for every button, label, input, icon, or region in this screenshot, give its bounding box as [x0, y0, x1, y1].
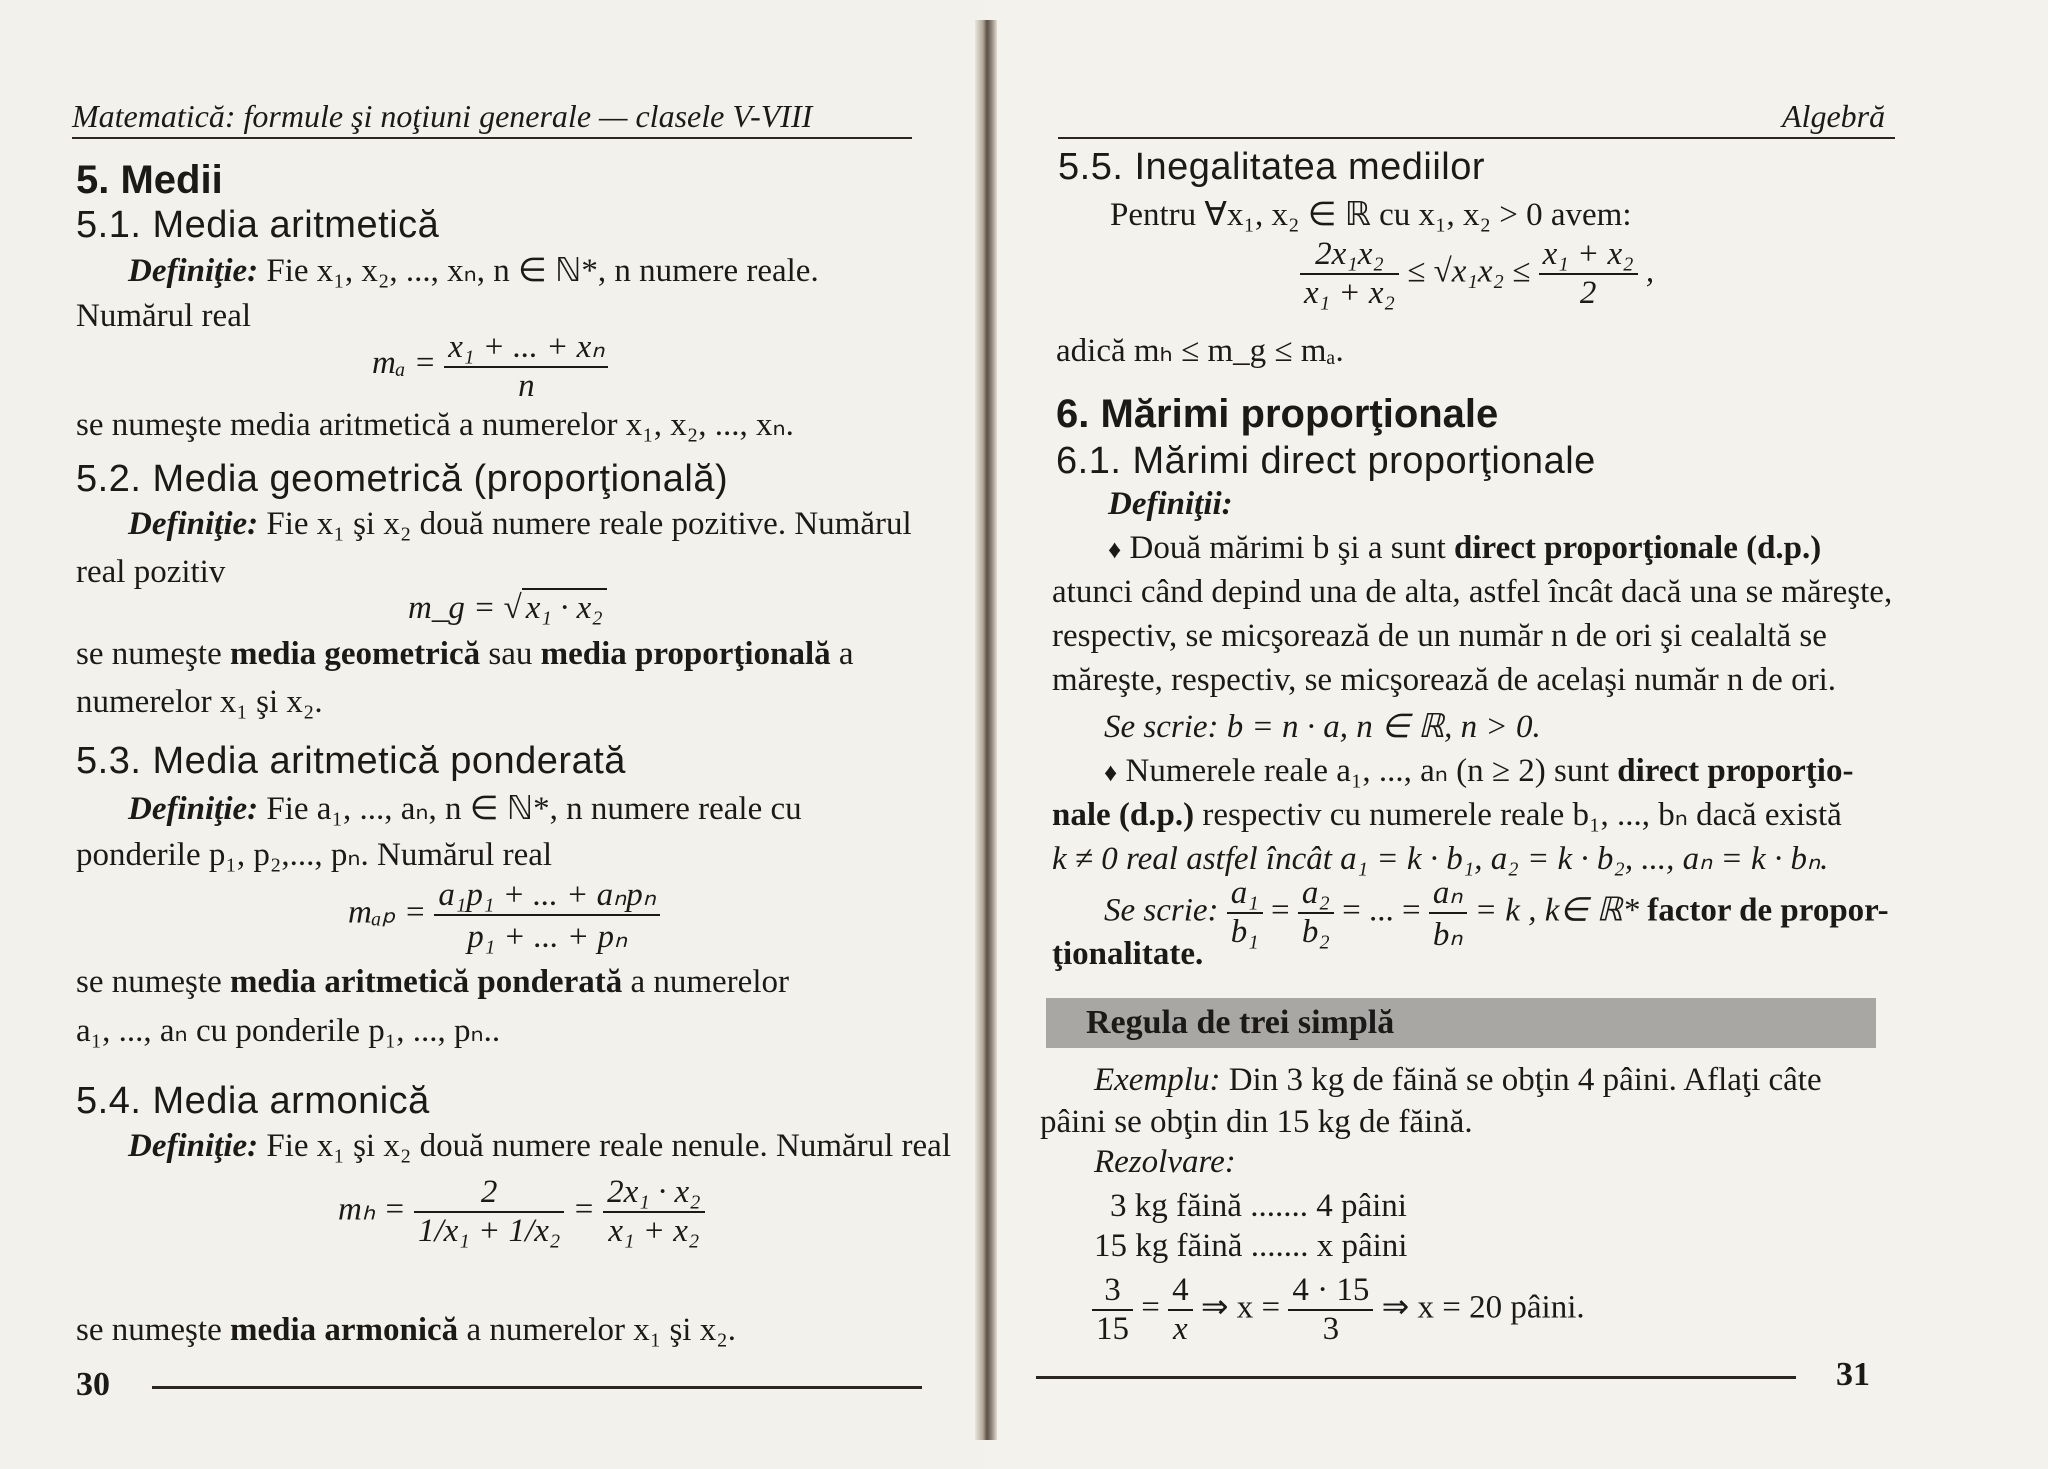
means-inequality-formula [1300, 236, 1654, 312]
text: a [830, 636, 854, 672]
se-scrie-label: Se scrie: [1104, 892, 1219, 929]
term: 1/x₁ [417, 1213, 470, 1249]
term-direct-proportional: direct proporţionale (d.p.) [1454, 530, 1822, 566]
s61-p1-line5: Se scrie: b = n · a, n ∈ ℝ, n > 0. [1104, 709, 1541, 745]
text: a numerelor x₁ şi x₂. [458, 1312, 736, 1348]
arithmetic-mean-formula [372, 326, 608, 405]
right-running-header: Algebră [1782, 98, 1886, 134]
denominator: 3 [1322, 1311, 1340, 1347]
text: se numeşte [76, 636, 230, 672]
text: se numeşte [76, 964, 230, 1000]
s52-line2: real pozitiv [76, 554, 226, 590]
term: 1/x₂ [508, 1213, 561, 1249]
s53-line1 [128, 788, 802, 828]
k-definition: = k , k∈ ℝ* [1474, 892, 1648, 929]
radicand: x₁ · x₂ [522, 588, 607, 626]
s51-line1 [128, 250, 819, 290]
s52-def-label: Definiţie: [128, 506, 259, 542]
section-5-5-title: 5.5. Inegalitatea mediilor [1058, 146, 1486, 188]
term-harmonic-mean: media armonică [229, 1312, 459, 1348]
numerator: a₁ [1227, 875, 1263, 914]
s54-line2 [76, 1312, 736, 1349]
s52-def-text: Fie x₁ şi x₂ două numere reale pozitive. Numărul [266, 506, 912, 542]
fraction [434, 874, 660, 956]
result: ⇒ x = 20 pâini. [1381, 1289, 1585, 1326]
section-5-4-title: 5.4. Media armonică [76, 1080, 430, 1122]
s53-def-label: Definiţie: [128, 791, 259, 827]
s61-p1-line2: atunci când depind una de alta, astfel încât dacă una se măreşte, [1052, 574, 1893, 610]
text: respectiv cu numerele reale b₁, ..., bₙ dacă există [1194, 797, 1842, 833]
s61-def-label: Definiţii: [1108, 486, 1233, 522]
s52-line3 [76, 636, 854, 673]
denominator: x₁ + x₂ [1304, 275, 1396, 311]
text: a numerelor [622, 964, 789, 1000]
term-dp: nale (d.p.) [1052, 797, 1195, 833]
fraction-2 [1168, 1272, 1193, 1348]
s53-line3 [76, 964, 789, 1001]
harmonic-mean-formula [338, 1174, 705, 1250]
left-page-number: 30 [76, 1366, 110, 1403]
s61-p2-line4: Se scrie: $\frac{\text{a₁}}{\text{b₁}}$ = $\frac{\text{a₂}}{\text{b₂}}$ = ... = $\frac{\text{aₙ}}{\text{bₙ}}$ = k , k∈ ℝ* factor de propor- [1104, 872, 1889, 954]
s61-p1-line4: măreşte, respectiv, se micşorează de acelaşi număr n de ori. [1052, 662, 1836, 698]
term-proportionality-factor: factor de propor- [1647, 892, 1889, 929]
rule-of-three-banner: Regula de trei simplă [1046, 998, 1876, 1048]
s51-line2: Numărul real [76, 298, 252, 334]
s61-p2-line5: ţionalitate. [1052, 936, 1204, 972]
left-footer-rule [152, 1386, 922, 1389]
numerator: 2 [414, 1174, 564, 1213]
s52-line4: numerelor x₁ şi x₂. [76, 684, 323, 720]
ratio-n [1429, 872, 1467, 954]
solution-row-2: 15 kg făină ....... x pâini [1094, 1228, 1408, 1264]
numerator: 2x₁ · x₂ [603, 1174, 705, 1213]
fraction-2 [1539, 236, 1638, 312]
s55-line2: adică mₕ ≤ m_g ≤ mₐ. [1056, 333, 1344, 369]
term-geometric-mean: media geometrică [229, 636, 481, 672]
fraction [444, 326, 608, 405]
numerator: 4 · 15 [1288, 1272, 1373, 1311]
right-header-rule [1058, 137, 1895, 139]
implies: ⇒ x = [1200, 1289, 1281, 1326]
right-page-number: 31 [1836, 1356, 1870, 1393]
numerator: a₂ [1298, 875, 1334, 914]
denominator [414, 1213, 564, 1250]
fraction-3 [1288, 1272, 1373, 1348]
s61-p2-line3: k ≠ 0 real astfel încât a₁ = k · b₁, a₂ = k · b₂, ..., aₙ = k · bₙ. [1052, 841, 1829, 877]
denominator: b₁ [1230, 914, 1259, 950]
bullet-diamond-icon: ♦ [1108, 535, 1122, 564]
fraction [414, 1174, 564, 1250]
section-5-title: 5. Medii [76, 158, 223, 202]
s61-p1-line3: respectiv, se micşorează de un număr n de ori şi cealaltă se [1052, 618, 1827, 654]
numerator: 3 [1092, 1272, 1133, 1311]
solution-row-1: 3 kg făină ....... 4 pâini [1110, 1188, 1407, 1224]
denominator: 2 [1579, 275, 1597, 311]
left-header-rule [72, 137, 912, 139]
weighted-mean-formula [348, 874, 660, 956]
text: sau [480, 636, 541, 672]
denominator: p₁ + ... + pₙ [467, 919, 628, 955]
term-weighted-mean: media aritmetică ponderată [229, 964, 623, 1000]
bullet-diamond-icon: ♦ [1104, 758, 1118, 787]
denominator: x [1173, 1311, 1188, 1347]
s54-def-text: Fie x₁ şi x₂ două numere reale nenule. Numărul real [266, 1128, 951, 1164]
section-6-1-title: 6.1. Mărimi direct proporţionale [1056, 440, 1596, 482]
text: Numerele reale a₁, ..., aₙ (n ≥ 2) sunt [1125, 753, 1618, 789]
plus: + [478, 1213, 501, 1249]
s51-def-label: Definiţie: [128, 253, 259, 289]
s54-def-label: Definiţie: [128, 1128, 259, 1164]
section-6-title: 6. Mărimi proporţionale [1056, 392, 1499, 436]
right-footer-rule [1036, 1376, 1796, 1379]
fraction-2 [603, 1174, 705, 1250]
ratio-2 [1298, 875, 1334, 951]
denominator: b₂ [1301, 914, 1330, 950]
geometric-mean-formula [408, 590, 607, 627]
section-5-3-title: 5.3. Media aritmetică ponderată [76, 740, 626, 782]
denominator: bₙ [1432, 917, 1463, 953]
s55-line1: Pentru ∀x₁, x₂ ∈ ℝ cu x₁, x₂ > 0 avem: [1110, 197, 1632, 233]
s53-def-text: Fie a₁, ..., aₙ, n ∈ ℕ*, n numere reale cu [266, 791, 802, 827]
s61-p2-line2 [1052, 794, 1842, 834]
formula-lhs: mₐₚ = [348, 894, 427, 931]
denominator: x₁ + x₂ [608, 1213, 700, 1249]
numerator: 2x₁x₂ [1300, 236, 1399, 275]
example-line2: pâini se obţin din 15 kg de făină. [1040, 1104, 1473, 1140]
example-label: Exemplu: [1094, 1062, 1221, 1098]
s53-line4: a₁, ..., aₙ cu ponderile p₁, ..., pₙ.. [76, 1013, 501, 1049]
formula-lhs: mₕ = [338, 1191, 406, 1228]
rezolvare-label: Rezolvare: [1094, 1144, 1236, 1180]
formula-lhs: mₐ = [372, 345, 437, 382]
fraction-1 [1300, 236, 1399, 312]
book-spine [975, 20, 997, 1440]
s54-line1 [128, 1128, 951, 1165]
term-direct-proportional: direct proporţio- [1617, 753, 1854, 789]
s52-line1 [128, 506, 912, 543]
ellipsis: = ... = [1342, 892, 1421, 929]
equals: = [1141, 1289, 1160, 1326]
numerator: x₁ + ... + xₙ [444, 326, 608, 368]
left-running-header: Matematică: formule şi noţiuni generale — clasele V-VIII [72, 98, 813, 134]
fraction-1 [1092, 1272, 1133, 1348]
s51-line3: se numeşte media aritmetică a numerelor x₁, x₂, ..., xₙ. [76, 407, 794, 443]
text: Două mărimi b şi a sunt [1129, 530, 1454, 566]
inequality-middle: ≤ √x₁x₂ ≤ [1407, 253, 1531, 290]
equals: = [572, 1191, 595, 1228]
s61-p2-line1 [1104, 750, 1853, 790]
comma: , [1645, 253, 1655, 290]
numerator: a₁p₁ + ... + aₙpₙ [434, 874, 660, 916]
section-5-2-title: 5.2. Media geometrică (proporţională) [76, 458, 729, 500]
s61-p1-line1 [1108, 530, 1821, 567]
numerator: aₙ [1429, 872, 1467, 914]
text: Din 3 kg de făină se obţin 4 pâini. Aflaţi câte [1220, 1062, 1822, 1098]
example-line1 [1094, 1062, 1822, 1099]
ratio-1 [1227, 875, 1263, 951]
formula-lhs: m_g = √ [408, 590, 522, 626]
numerator: x₁ + x₂ [1539, 236, 1638, 275]
s51-def-text: Fie x₁, x₂, ..., xₙ, n ∈ ℕ*, n numere reale. [266, 253, 819, 289]
term-proportional-mean: media proporţională [540, 636, 831, 672]
s53-line2: ponderile p₁, p₂,..., pₙ. Numărul real [76, 837, 553, 873]
numerator: 4 [1168, 1272, 1193, 1311]
text: se numeşte [76, 1312, 230, 1348]
denominator: 15 [1096, 1311, 1129, 1347]
solution-formula [1092, 1272, 1585, 1348]
section-5-1-title: 5.1. Media aritmetică [76, 204, 440, 246]
denominator: n [518, 368, 535, 404]
